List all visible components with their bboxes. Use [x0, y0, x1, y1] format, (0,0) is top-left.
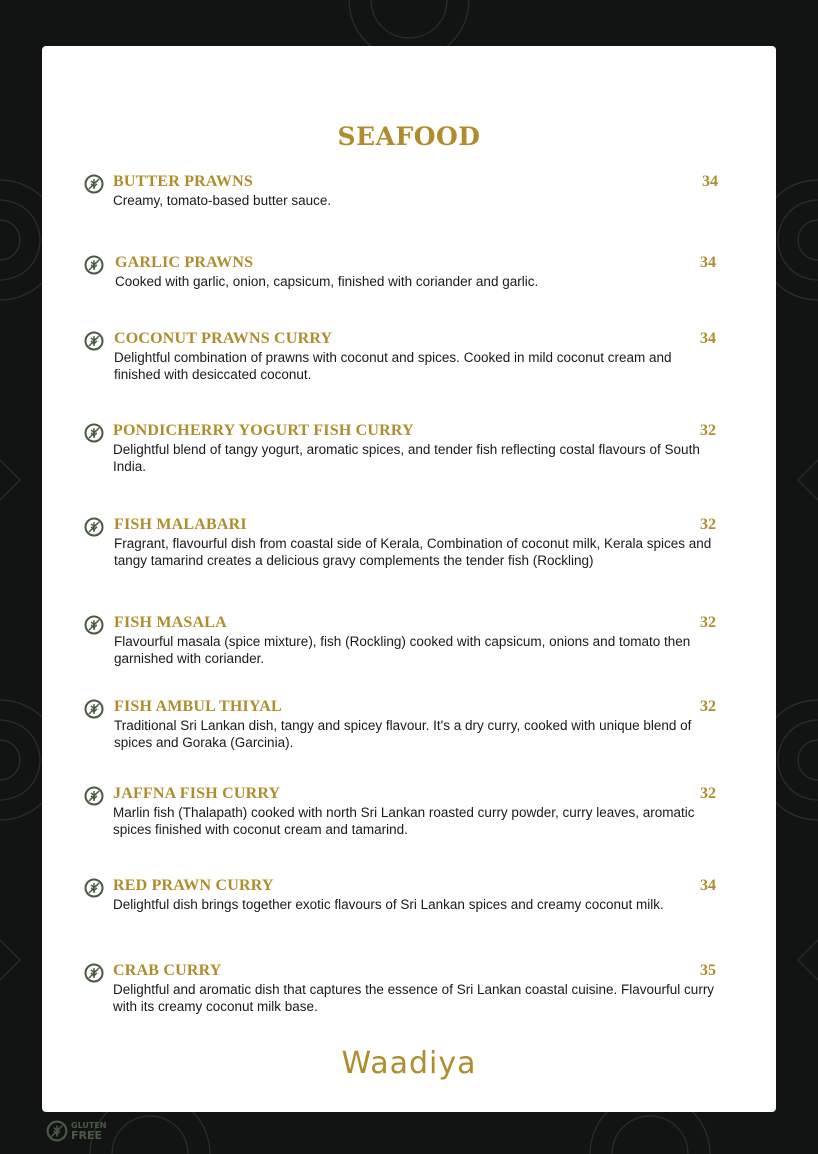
item-name: FISH MASALA — [114, 614, 227, 631]
item-price: 34 — [702, 173, 718, 190]
item-description: Delightful combination of prawns with coconut and spices. Cooked in mild coconut cream and finished with desiccated coconut. — [114, 350, 672, 382]
item-name: JAFFNA FISH CURRY — [113, 785, 281, 802]
item-price: 34 — [700, 877, 716, 894]
gluten-free-legend — [46, 1120, 107, 1142]
gluten-free-label-line2: FREE — [71, 1129, 103, 1142]
gluten-free-icon — [84, 255, 104, 275]
item-price: 34 — [700, 254, 716, 271]
gluten-free-label-line1: GLUTEN — [71, 1121, 107, 1130]
item-price: 32 — [700, 785, 716, 802]
item-description: Delightful blend of tangy yogurt, aromatic spices, and tender fish reflecting costal flavours of South India. — [113, 442, 700, 474]
brand-logo — [42, 1046, 776, 1081]
item-price: 32 — [700, 698, 716, 715]
gluten-free-label — [71, 1121, 107, 1141]
item-description: Traditional Sri Lankan dish, tangy and spicey flavour. It's a dry curry, cooked with unique blend of spices and Goraka (Garcinia). — [114, 718, 692, 750]
gluten-free-icon — [84, 174, 104, 194]
item-name: BUTTER PRAWNS — [113, 173, 253, 190]
item-description: Delightful dish brings together exotic flavours of Sri Lankan spices and creamy coconut milk. — [113, 897, 664, 912]
item-description: Flavourful masala (spice mixture), fish (Rockling) cooked with capsicum, onions and tomato then garnished with coriander. — [114, 634, 691, 666]
item-price: 32 — [700, 614, 716, 631]
item-name: FISH AMBUL THIYAL — [114, 698, 282, 715]
gluten-free-icon — [46, 1120, 68, 1142]
item-name: CRAB CURRY — [113, 962, 222, 979]
item-price: 32 — [700, 516, 716, 533]
gluten-free-icon — [84, 423, 104, 443]
brand-logo-text: Waadiya — [341, 1046, 477, 1081]
page-title: SEAFOOD — [337, 122, 481, 151]
item-price: 34 — [700, 330, 716, 347]
gluten-free-icon — [84, 963, 104, 983]
menu-card — [42, 46, 776, 1112]
item-description: Marlin fish (Thalapath) cooked with north Sri Lankan roasted curry powder, curry leaves, aromatic spices finished with coconut cream and tamarind. — [113, 805, 695, 837]
gluten-free-icon — [84, 517, 104, 537]
gluten-free-icon — [84, 615, 104, 635]
gluten-free-icon — [84, 878, 104, 898]
item-name: COCONUT PRAWNS CURRY — [114, 330, 333, 347]
item-price: 35 — [700, 962, 716, 979]
item-price: 32 — [700, 422, 716, 439]
item-description: Delightful and aromatic dish that captures the essence of Sri Lankan coastal cuisine. Flavourful curry with its creamy coconut milk base. — [113, 982, 715, 1014]
item-name: GARLIC PRAWNS — [115, 254, 254, 271]
gluten-free-icon — [84, 786, 104, 806]
gluten-free-icon — [84, 331, 104, 351]
gluten-free-icon — [84, 699, 104, 719]
item-name: FISH MALABARI — [114, 516, 247, 533]
item-name: PONDICHERRY YOGURT FISH CURRY — [113, 422, 414, 439]
item-name: RED PRAWN CURRY — [113, 877, 274, 894]
item-description: Fragrant, flavourful dish from coastal side of Kerala, Combination of coconut milk, Kerala spices and tangy tamarind creates a delicious gravy complements the tender fish (Rockling) — [114, 536, 712, 568]
item-description: Creamy, tomato-based butter sauce. — [113, 193, 332, 208]
item-description: Cooked with garlic, onion, capsicum, finished with coriander and garlic. — [115, 274, 539, 289]
